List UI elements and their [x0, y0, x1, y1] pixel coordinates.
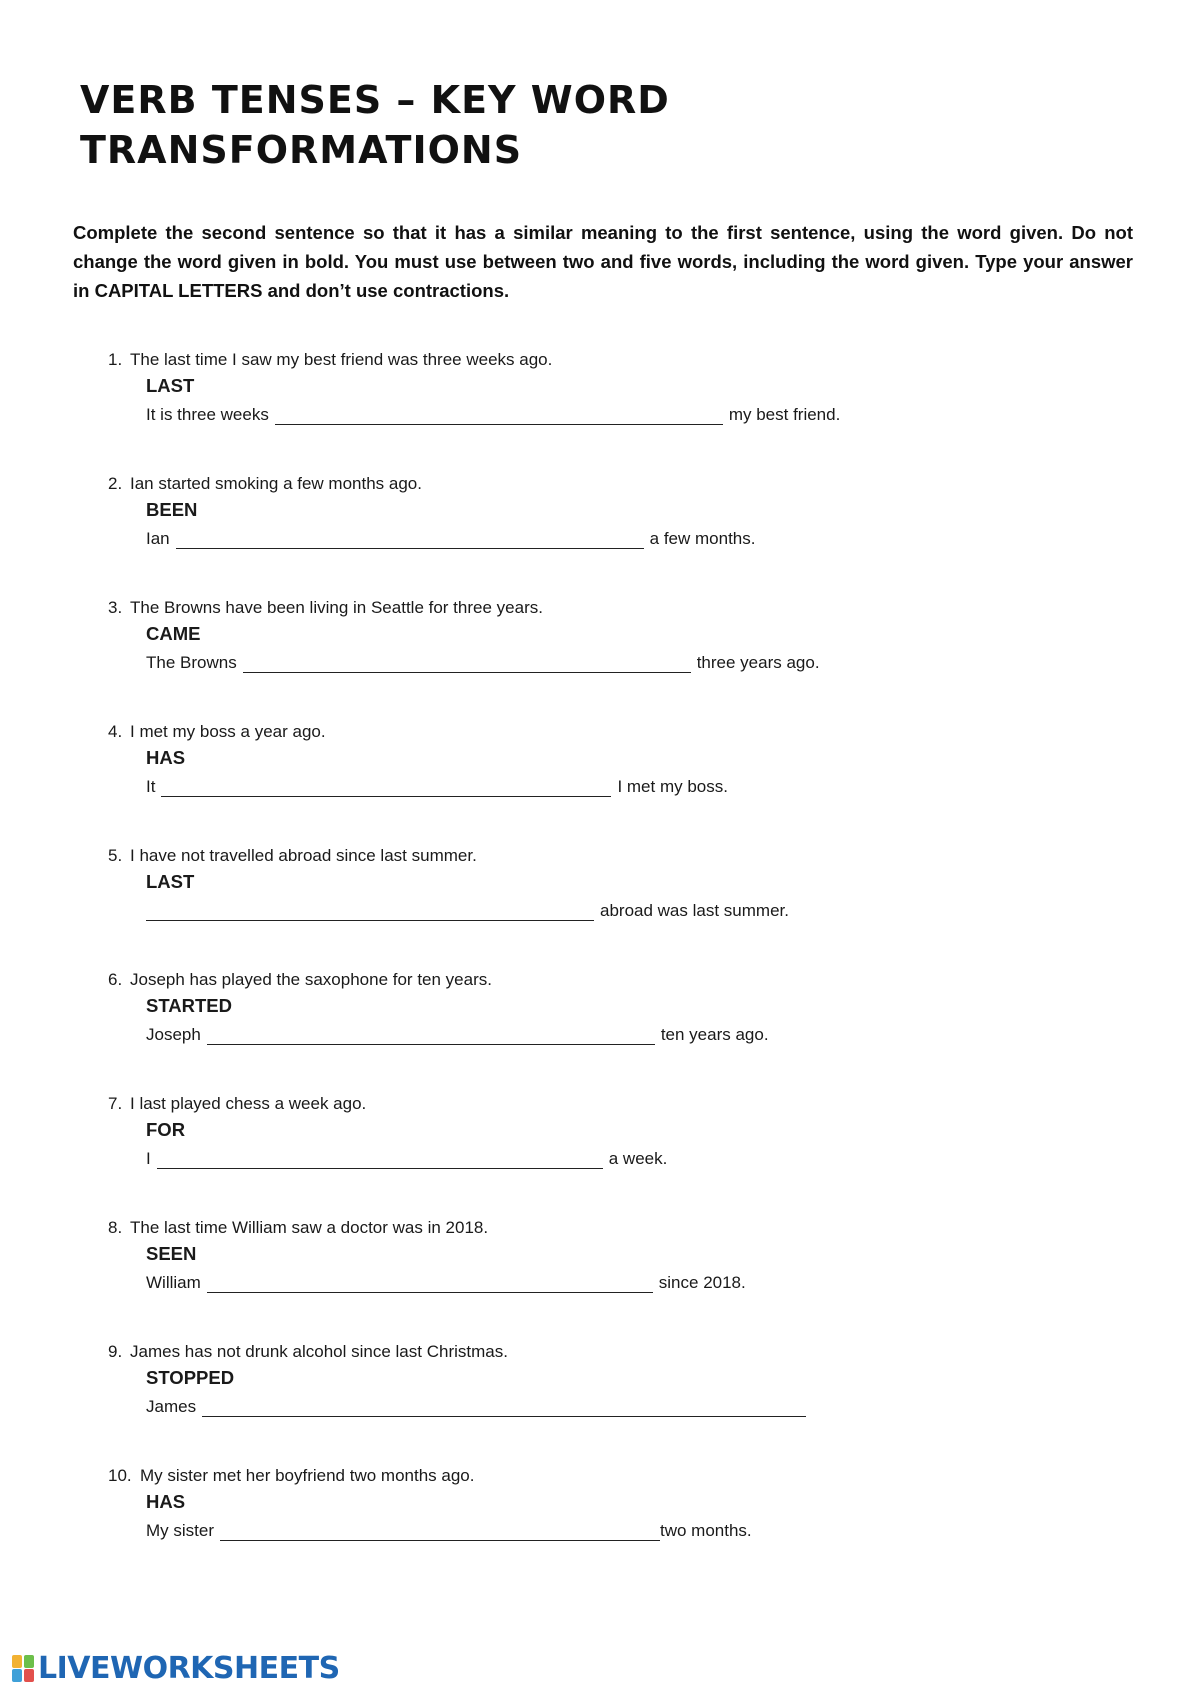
exercise-sentence: [108, 967, 492, 993]
answer-blank[interactable]: [157, 1150, 603, 1169]
exercise-sentence-text: My sister met her boyfriend two months ago.: [140, 1466, 475, 1485]
exercise-sentence: [108, 595, 543, 621]
exercise-number: 3.: [108, 598, 123, 617]
exercise-number: 8.: [108, 1218, 123, 1237]
answer-prefix: Joseph: [146, 1025, 201, 1044]
exercise-number: 9.: [108, 1342, 123, 1361]
exercise-sentence-text: James has not drunk alcohol since last Christmas.: [130, 1342, 508, 1361]
answer-line: [146, 774, 728, 800]
brand-name: LIVEWORKSHEETS: [38, 1650, 340, 1686]
answer-prefix: My sister: [146, 1521, 214, 1540]
answer-blank[interactable]: [146, 902, 594, 921]
key-word: SEEN: [146, 1243, 197, 1264]
exercise-item: [108, 1215, 1108, 1339]
key-word: STOPPED: [146, 1367, 235, 1388]
exercise-item: [108, 1339, 1108, 1463]
liveworksheets-logo[interactable]: [12, 1650, 340, 1686]
answer-suffix: a few months.: [649, 529, 756, 548]
answer-blank[interactable]: [207, 1026, 655, 1045]
page-title: VERB TENSES – KEY WORD TRANSFORMATIONS: [80, 78, 670, 172]
exercise-item: [108, 471, 1108, 595]
exercise-number: 5.: [108, 846, 123, 865]
exercise-item: [108, 1463, 1108, 1587]
key-word: HAS: [146, 1491, 186, 1512]
exercise-item: [108, 1091, 1108, 1215]
answer-line: [146, 526, 755, 552]
exercise-sentence-text: The last time William saw a doctor was in 2018.: [130, 1218, 489, 1237]
answer-prefix: It is three weeks: [146, 405, 269, 424]
exercise-sentence: [108, 719, 326, 745]
answer-suffix: since 2018.: [658, 1273, 746, 1292]
exercise-number: 6.: [108, 970, 123, 989]
answer-suffix: three years ago.: [696, 653, 820, 672]
answer-suffix: two months.: [660, 1521, 752, 1540]
answer-suffix: a week.: [608, 1149, 668, 1168]
exercise-sentence: [108, 1463, 474, 1489]
exercise-number: 7.: [108, 1094, 123, 1113]
exercise-item: [108, 967, 1108, 1091]
exercise-number: 1.: [108, 350, 123, 369]
exercise-sentence-text: I have not travelled abroad since last summer.: [130, 846, 477, 865]
exercise-sentence: [108, 1091, 366, 1117]
exercise-number: 4.: [108, 722, 123, 741]
liveworksheets-logo-icon: [12, 1653, 36, 1683]
key-word: LAST: [146, 871, 195, 892]
answer-suffix: abroad was last summer.: [600, 901, 789, 920]
answer-prefix: The Browns: [146, 653, 237, 672]
answer-line: [146, 898, 789, 924]
answer-line: [146, 1022, 769, 1048]
exercise-item: [108, 719, 1108, 843]
key-word: HAS: [146, 747, 186, 768]
exercise-item: [108, 595, 1108, 719]
answer-blank[interactable]: [243, 654, 691, 673]
answer-blank[interactable]: [275, 406, 723, 425]
exercise-sentence-text: I last played chess a week ago.: [130, 1094, 367, 1113]
answer-prefix: Ian: [146, 529, 170, 548]
answer-suffix: ten years ago.: [660, 1025, 769, 1044]
answer-line: [146, 1146, 667, 1172]
answer-line: [146, 1518, 752, 1544]
exercise-sentence: [108, 1339, 508, 1365]
exercise-number: 2.: [108, 474, 123, 493]
exercise-sentence-text: I met my boss a year ago.: [130, 722, 326, 741]
key-word: CAME: [146, 623, 201, 644]
answer-blank[interactable]: [207, 1274, 653, 1293]
exercise-sentence-text: Ian started smoking a few months ago.: [130, 474, 422, 493]
answer-suffix: I met my boss.: [617, 777, 728, 796]
exercise-sentence: [108, 347, 552, 373]
answer-blank[interactable]: [202, 1398, 806, 1417]
answer-blank[interactable]: [161, 778, 611, 797]
exercise-item: [108, 843, 1108, 967]
key-word: STARTED: [146, 995, 232, 1016]
answer-prefix: It: [146, 777, 156, 796]
exercise-sentence: [108, 1215, 488, 1241]
answer-blank[interactable]: [176, 530, 644, 549]
exercise-sentence-text: Joseph has played the saxophone for ten years.: [130, 970, 492, 989]
answer-line: [146, 650, 820, 676]
exercise-item: [108, 347, 1108, 471]
answer-line: [146, 1270, 746, 1296]
exercise-list: [108, 347, 1108, 1587]
key-word: BEEN: [146, 499, 198, 520]
answer-prefix: William: [146, 1273, 201, 1292]
answer-prefix: James: [146, 1397, 197, 1416]
exercise-sentence-text: The Browns have been living in Seattle for three years.: [130, 598, 543, 617]
answer-suffix: my best friend.: [728, 405, 841, 424]
exercise-sentence: [108, 843, 477, 869]
key-word: LAST: [146, 375, 195, 396]
exercise-number: 10.: [108, 1466, 132, 1485]
answer-blank[interactable]: [220, 1522, 660, 1541]
exercise-sentence: [108, 471, 422, 497]
key-word: FOR: [146, 1119, 186, 1140]
instructions: Complete the second sentence so that it has a similar meaning to the first sentence, using the word given. Do not change the word given in bold. You must use between two and five words, including the word given. Type your answer in CAPITAL LETTERS and don’t use contractions.: [73, 222, 1133, 301]
answer-line: [146, 402, 840, 428]
exercise-sentence-text: The last time I saw my best friend was three weeks ago.: [130, 350, 553, 369]
answer-line: [146, 1394, 806, 1420]
answer-prefix: I: [146, 1149, 151, 1168]
